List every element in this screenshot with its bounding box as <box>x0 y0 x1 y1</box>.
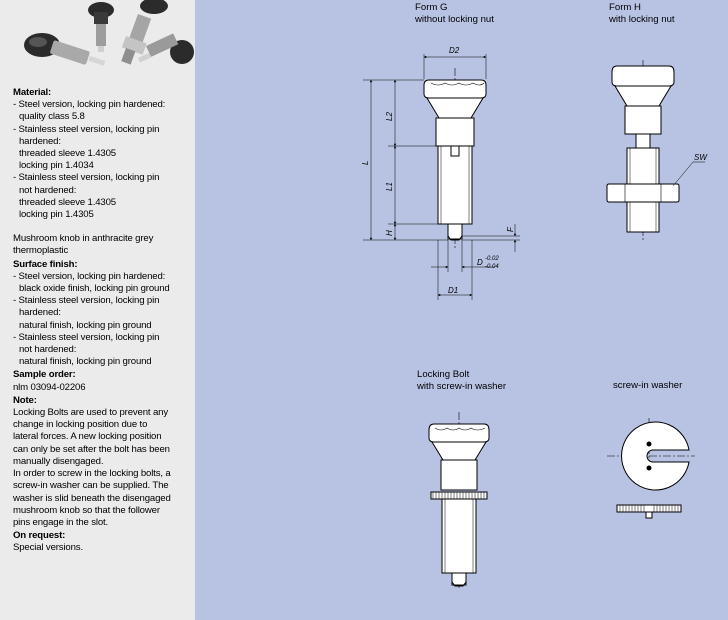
note-line: change in locking position due to <box>13 419 148 431</box>
locking-bolt-subtitle: with screw-in washer <box>417 380 507 392</box>
dim-d-tolerance-upper: -0.02 <box>485 256 499 262</box>
note-line: In order to screw in the locking bolts, a <box>13 468 171 480</box>
note-heading: Note: <box>13 394 37 406</box>
form-g-knob-top <box>424 80 486 98</box>
material-heading: Material: <box>13 87 52 98</box>
surface-finish-list <box>13 271 191 369</box>
form-h-knob-cone <box>615 86 671 106</box>
locking-bolt-knob-top <box>429 424 489 442</box>
technical-drawing-panel <box>195 0 728 620</box>
material-item <box>13 124 191 136</box>
form-h-locking-nut <box>607 184 679 202</box>
material-item-detail: quality class 5.8 <box>19 111 85 123</box>
note-line: can only be set after the bolt has been <box>13 443 170 455</box>
dim-d-tolerance-lower: -0.04 <box>485 264 499 270</box>
surface-finish-detail: natural finish, locking pin ground <box>19 356 152 368</box>
sample-order-heading: Sample order: <box>13 369 76 381</box>
sample-order-value: nlm 03094-02206 <box>13 381 86 393</box>
form-h-sw-leader <box>673 162 693 186</box>
note-line: pins engage in the slot. <box>13 516 109 528</box>
surface-finish-item: - Stainless steel version, locking pin <box>13 295 160 307</box>
note-line: washer is slid beneath the disengaged <box>13 492 171 504</box>
note-line: lateral forces. A new locking position <box>13 431 162 443</box>
technical-drawing <box>195 0 728 620</box>
note-line: manually disengaged. <box>13 455 104 467</box>
locking-bolt-knob-base <box>441 460 477 490</box>
material-item-detail: hardened: <box>19 135 61 147</box>
dim-d1-label: D1 <box>448 286 459 295</box>
locking-bolt-drawing <box>429 412 489 590</box>
form-g-threaded-sleeve <box>438 146 472 224</box>
knob-description-line: Mushroom knob in anthracite grey <box>13 233 154 245</box>
knob-description-line: thermoplastic <box>13 245 69 257</box>
locking-bolt-title: Locking Bolt <box>417 369 470 380</box>
surface-finish-detail: hardened: <box>19 307 61 319</box>
washer-side-view <box>617 505 681 512</box>
surface-finish-detail: black oxide finish, locking pin ground <box>19 283 170 295</box>
washer-follower-pin-bottom <box>647 466 651 470</box>
form-g-subtitle: without locking nut <box>415 13 494 25</box>
product-photo-bolt-center <box>88 2 114 52</box>
dim-d-label: D <box>477 258 483 267</box>
material-item-detail: threaded sleeve 1.4305 <box>19 148 116 160</box>
surface-finish-heading: Surface finish: <box>13 258 78 270</box>
screw-in-washer-drawing <box>607 418 695 518</box>
dim-l1-label: L1 <box>385 182 394 191</box>
dim-sw-label: SW <box>694 153 707 162</box>
on-request-heading: On request: <box>13 530 66 542</box>
dim-f-label: F <box>506 227 515 232</box>
product-photo-bolt-left <box>24 33 105 66</box>
form-h-knob-base <box>625 106 661 134</box>
material-item-text: - Stainless steel version, locking pin <box>13 123 160 135</box>
material-list <box>13 99 191 221</box>
locking-bolt-washer <box>431 492 487 499</box>
material-item <box>13 172 191 184</box>
material-item <box>13 99 191 111</box>
dim-h-label: H <box>385 230 394 236</box>
material-item-text: - Steel version, locking pin hardened: <box>13 99 166 111</box>
on-request-value: Special versions. <box>13 542 83 554</box>
surface-finish-detail: not hardened: <box>19 344 77 356</box>
product-photo-bolt-right <box>138 33 194 64</box>
material-item-detail: locking pin 1.4034 <box>19 160 94 172</box>
note-text <box>13 407 191 529</box>
form-h-subtitle: with locking nut <box>609 13 675 25</box>
form-g-knob-base <box>436 118 474 146</box>
material-item-detail: threaded sleeve 1.4305 <box>19 196 116 208</box>
material-item-detail: not hardened: <box>19 184 77 196</box>
washer-side-pin <box>646 512 652 518</box>
material-item-detail: locking pin 1.4305 <box>19 209 94 221</box>
specification-text <box>13 86 191 555</box>
knob-description <box>13 233 191 257</box>
locking-bolt-pin <box>452 573 466 585</box>
form-h-knob-top <box>612 66 674 86</box>
material-item-text: - Stainless steel version, locking pin <box>13 172 160 184</box>
dim-d2-label: D2 <box>449 46 460 55</box>
surface-finish-item: - Stainless steel version, locking pin <box>13 331 160 343</box>
locking-bolt-threaded-sleeve <box>442 499 476 573</box>
form-g-slot <box>451 146 459 156</box>
note-line: screw-in washer can be supplied. The <box>13 480 169 492</box>
form-h-pin-exposed <box>636 134 650 148</box>
dim-l2-label: L2 <box>385 112 394 121</box>
washer-follower-pin-top <box>647 442 651 446</box>
form-h-drawing <box>607 60 705 240</box>
specification-panel <box>0 0 195 620</box>
washer-caption: screw-in washer <box>613 380 683 391</box>
dim-l-label: L <box>361 160 370 165</box>
form-h-title: Form H <box>609 2 641 13</box>
locking-bolt-knob-cone <box>432 442 486 460</box>
note-line: Locking Bolts are used to prevent any <box>13 407 168 419</box>
note-line: mushroom knob so that the follower <box>13 504 160 516</box>
product-photo-bolt-nut <box>121 0 168 65</box>
surface-finish-detail: natural finish, locking pin ground <box>19 319 152 331</box>
form-g-locking-pin <box>448 224 462 239</box>
product-photo <box>14 0 194 78</box>
form-g-knob-cone <box>427 98 483 118</box>
surface-finish-item: - Steel version, locking pin hardened: <box>13 270 166 282</box>
form-g-title: Form G <box>415 2 448 13</box>
